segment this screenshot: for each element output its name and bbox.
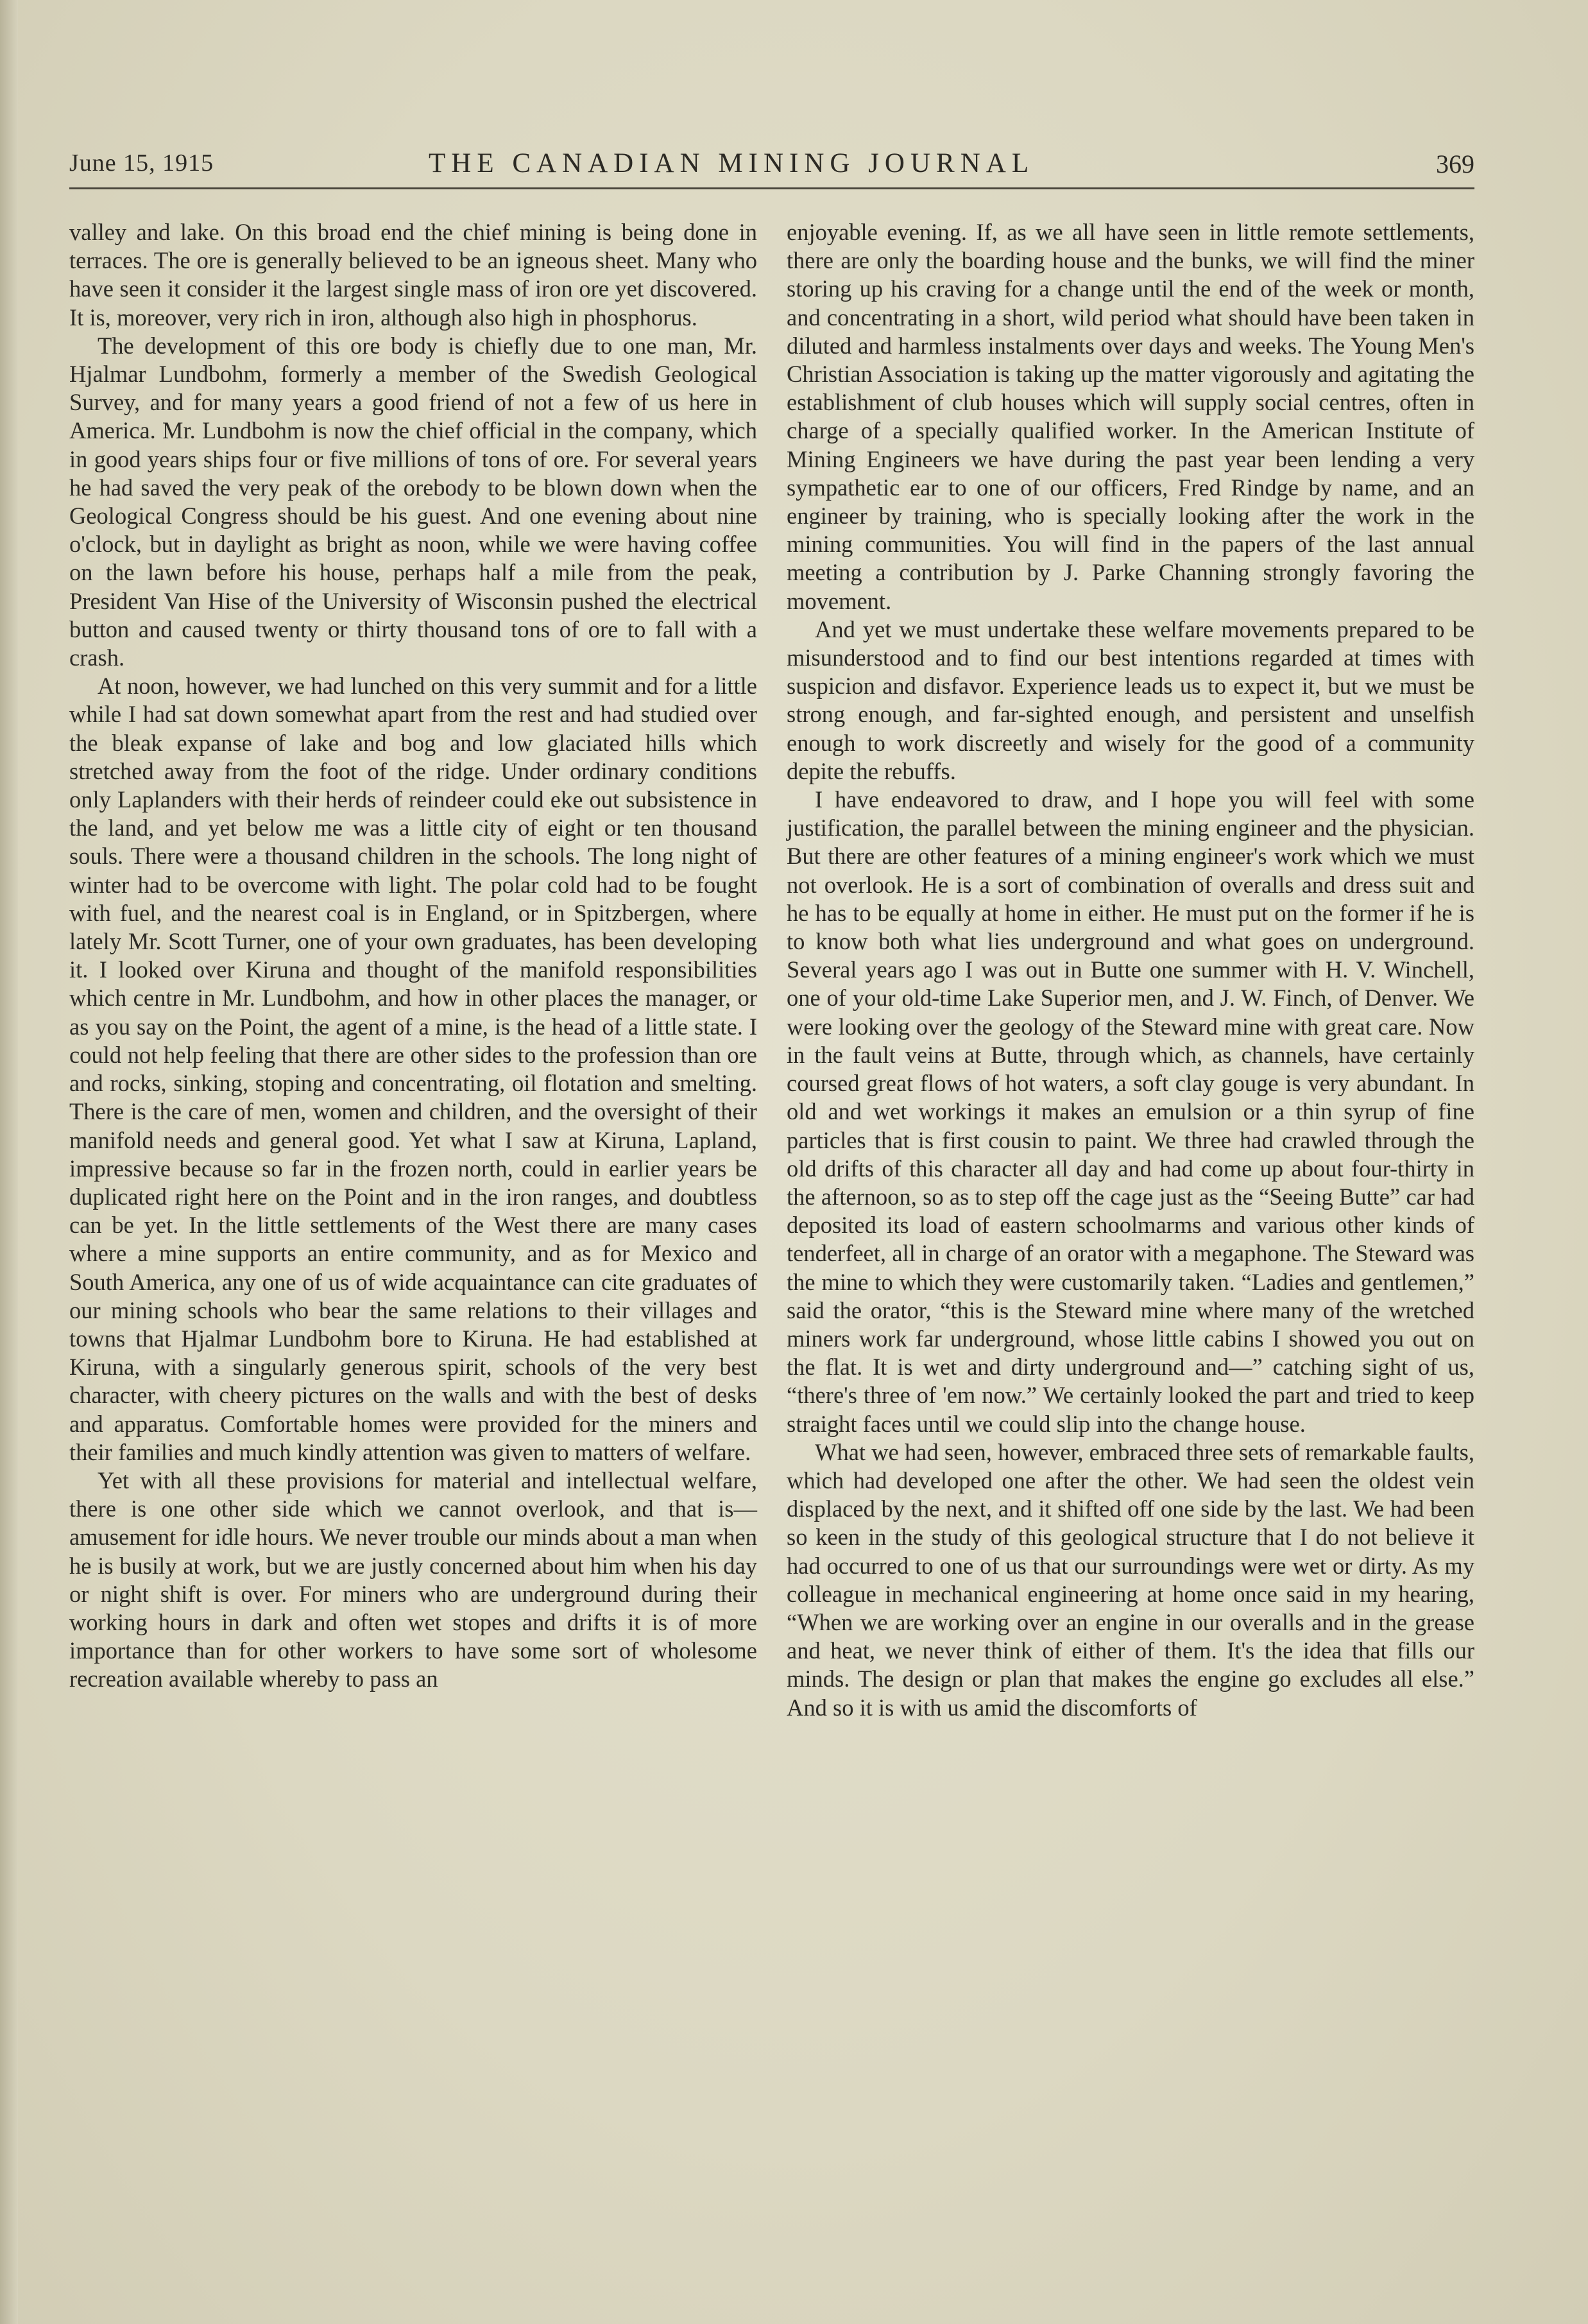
page-number: 369 xyxy=(1436,150,1474,178)
right-column xyxy=(787,218,1474,1722)
paragraph: valley and lake. On this broad end the chief mining is being done in terraces. The ore is generally believed to be an igneous sheet. Many who have seen it consider it the largest single mass of iron ore yet discovered. It is, moreover, very rich in iron, although also high in phosphorus. xyxy=(69,219,757,331)
issue-date: June 15, 1915 xyxy=(69,150,214,176)
left-column xyxy=(69,218,757,1694)
paragraph: I have endeavored to draw, and I hope you will feel with some justification, the parallel between the mining engineer and the physician. But there are other features of a mining engineer's work which we must not overlook. He is a sort of combination of overalls and dress suit and he has to be equally at home in either. He must put on the former if he is to know both what lies underground and what goes on underground. Several years ago I was out in Butte one summer with H. V. Winchell, one of your old-time Lake Superior men, and J. W. Finch, of Denver. We were looking over the geology of the Steward mine with great care. Now in the fault veins at Butte, through which, as channels, have certainly coursed great flows of hot waters, a soft clay gouge is very abundant. In old and wet workings it makes an emulsion or a thin syrup of fine particles that is first cousin to paint. We three had crawled through the old drifts of this character all day and had come up about four-thirty in the afternoon, so as to step off the cage just as the “Seeing Butte” car had deposited its load of eastern schoolmarms and various other kinds of tenderfeet, all in charge of an orator with a megaphone. The Steward was the mine to which they were customarily taken. “Ladies and gentlemen,” said the orator, “this is the Steward mine where many of the wretched miners work far underground, whose little cabins I showed you out on the flat. It is wet and dirty underground and—” catching sight of us, “there's three of 'em now.” We certainly looked the part and tried to keep straight faces until we could slip into the change house. xyxy=(787,786,1474,1437)
header-divider xyxy=(69,187,1474,189)
paragraph: At noon, however, we had lunched on this very summit and for a little while I had sat down somewhat apart from the rest and had studied over the bleak expanse of lake and bog and low glaciated hills which stretched away from the foot of the ridge. Under ordinary conditions only Laplanders with their herds of reindeer could eke out subsistence in the land, and yet below me was a little city of eight or ten thousand souls. There were a thousand children in the schools. The long night of winter had to be overcome with light. The polar cold had to be fought with fuel, and the nearest coal is in England, or in Spitzbergen, where lately Mr. Scott Turner, one of your own graduates, has been developing it. I looked over Kiruna and thought of the manifold responsibilities which centre in Mr. Lundbohm, and how in other places the manager, or as you say on the Point, the agent of a mine, is the head of a little state. I could not help feeling that there are other sides to the profession than ore and rocks, sinking, stoping and concentrating, oil flotation and smelting. There is the care of men, women and children, and the oversight of their manifold needs and general good. Yet what I saw at Kiruna, Lapland, impressive because so far in the frozen north, could in earlier years be duplicated right here on the Point and in the iron ranges, and doubtless can be yet. In the little settlements of the West there are many cases where a mine supports an entire community, and as for Mexico and South America, any one of us of wide acquaintance can cite graduates of our mining schools who bear the same relations to their villages and towns that Hjalmar Lundbohm bore to Kiruna. He had established at Kiruna, with a singularly generous spirit, schools of the very best character, with cheery pictures on the walls and with the best of desks and apparatus. Comfortable homes were provided for the miners and their families and much kindly attention was given to matters of welfare. xyxy=(69,673,757,1465)
paragraph: enjoyable evening. If, as we all have seen in little remote settlements, there are only the boarding house and the bunks, we will find the miner storing up his craving for a change until the end of the week or month, and concentrating in a short, wild period what should have been taken in diluted and harmless instalments over days and weeks. The Young Men's Christian Association is taking up the matter vigorously and agitating the establishment of club houses which will supply social centres, often in charge of a specially qualified worker. In the American Institute of Mining Engineers we have during the past year been lending a very sympathetic ear to one of our officers, Fred Rindge by name, and an engineer by training, who is specially looking after the work in the mining communities. You will find in the papers of the last annual meeting a contribution by J. Parke Channing strongly favoring the movement. xyxy=(787,219,1474,614)
paragraph: The development of this ore body is chiefly due to one man, Mr. Hjalmar Lundbohm, formerly a member of the Swedish Geological Survey, and for many years a good friend of not a few of us here in America. Mr. Lundbohm is now the chief official in the company, which in good years ships four or five millions of tons of ore. For several years he had saved the very peak of the orebody to be blown down when the Geological Congress should be his guest. And one evening about nine o'clock, but in daylight as bright as noon, while we were having coffee on the lawn before his house, perhaps half a mile from the peak, President Van Hise of the University of Wisconsin pushed the electrical button and caused twenty or thirty thousand tons of ore to fall with a crash. xyxy=(69,332,757,671)
paragraph: What we had seen, however, embraced three sets of remarkable faults, which had developed one after the other. We had seen the oldest vein displaced by the next, and it shifted off one side by the last. We had been so keen in the study of this geological structure that I do not believe it had occurred to one of us that our surroundings were wet or dirty. As my colleague in mechanical engineering at home once said in my hearing, “When we are working over an engine in our overalls and in the grease and heat, we never think of either of them. It's the idea that fills our minds. The design or plan that makes the engine go excludes all else.” And so it is with us amid the discomforts of xyxy=(787,1438,1474,1721)
page-edge-shadow xyxy=(0,0,18,2324)
paragraph: Yet with all these provisions for material and intellectual welfare, there is one other side which we cannot overlook, and that is—amusement for idle hours. We never trouble our minds about a man when he is busily at work, but we are justly concerned about him when his day or night shift is over. For miners who are underground during their working hours in dark and often wet stopes and drifts it is of more importance than for other workers to have some sort of wholesome recreation available whereby to pass an xyxy=(69,1467,757,1692)
journal-title: THE CANADIAN MINING JOURNAL xyxy=(429,148,1035,178)
paragraph: And yet we must undertake these welfare movements prepared to be misunderstood and to find our best intentions regarded at times with suspicion and disfavor. Experience leads us to expect it, but we must be strong enough, and far-sighted enough, and persistent and unselfish enough to work discreetly and wisely for the good of a community depite the rebuffs. xyxy=(787,615,1474,784)
running-header xyxy=(69,149,1474,187)
